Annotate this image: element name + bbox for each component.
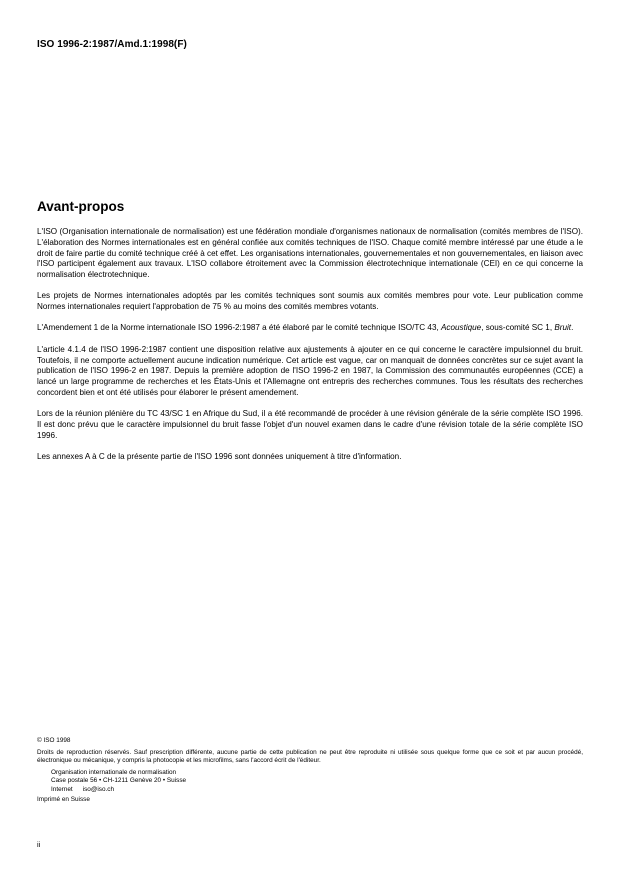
section-title: Avant-propos (37, 199, 125, 214)
amendment-text-2: , sous-comité SC 1, (481, 323, 555, 333)
paragraph-article-414: L'article 4.1.4 de l'ISO 1996-2:1987 contient une disposition relative aux ajustements à ajouter en ce qui concerne le caractère impulsionnel du bruit. Toutefois, il ne comporte actuellement aucune indication numérique. Cet article est vague, car on manquait de données concrètes sur ce sujet avant la publication de l'ISO 1996-2 en 1987. Depuis la première adoption de l'ISO 1996-2 en 1987, la Commission des communautés européennes (CCE) a lancé un large programme de recherches et les États-Unis et l'Allemagne ont entrepris des recherches communes. Tous les résultats des recherches concordent bien et ont été utilisés pour élaborer le présent amendement. (37, 344, 583, 397)
iso-address-block (37, 769, 583, 794)
paragraph-amendment (37, 323, 583, 334)
amendment-text-3: . (571, 323, 574, 333)
paragraph-iso-intro: L'ISO (Organisation internationale de normalisation) est une fédération mondiale d'organismes nationaux de normalisation (comités membres de l'ISO). L'élaboration des Normes internationales est en général confiée aux comités techniques de l'ISO. Chaque comité membre intéressé par une étude a le droit de faire partie du comité technique créé à cet effet. Les organisations internationales, gouvernementales et non gouvernementales, en liaison avec l'ISO participent également aux travaux. L'ISO collabore étroitement avec la Commission électrotechnique internationale (CEI) en ce qui concerne la normalisation électrotechnique. (37, 227, 583, 279)
internet-email: iso@iso.ch (82, 785, 115, 793)
subcommittee-name-bruit: Bruit (554, 323, 572, 333)
internet-label: Internet (51, 785, 73, 793)
organisation-name: Organisation internationale de normalisation (51, 768, 177, 776)
internet-line (51, 786, 583, 794)
foreword-body (37, 227, 583, 473)
document-identifier: ISO 1996-2:1987/Amd.1:1998(F) (37, 39, 187, 50)
paragraph-annexes: Les annexes A à C de la présente partie de l'ISO 1996 sont données uniquement à titre d'information. (37, 451, 402, 461)
committee-name-acoustique: Acoustique (440, 323, 482, 333)
paragraph-voting: Les projets de Normes internationales adoptés par les comités techniques sont soumis aux comités membres pour vote. Leur publication comme Normes internationales requiert l'approbation de 75 % au moins des comités membres votants. (37, 291, 583, 312)
amendment-text-1: L'Amendement 1 de la Norme internationale ISO 1996-2:1987 a été élaboré par le comité technique ISO/TC 43, (37, 323, 441, 333)
page-number: ii (37, 840, 41, 849)
printed-in: Imprimé en Suisse (37, 796, 90, 803)
paragraph-plenary-meeting: Lors de la réunion plénière du TC 43/SC 1 en Afrique du Sud, il a été recommandé de procéder à une révision générale de la série complète ISO 1996. Il est donc prévu que le caractère impulsionnel du bruit fasse l'objet d'un nouvel examen dans le cadre d'une révision totale de la série complète ISO 1996. (37, 409, 583, 440)
copyright-footer (37, 737, 583, 805)
postal-address: Case postale 56 • CH-1211 Genève 20 • Suisse (51, 777, 187, 785)
reproduction-rights: Droits de reproduction réservés. Sauf prescription différente, aucune partie de cette publication ne peut être reproduite ni utilisée sous quelque forme que ce soit et par aucun procédé, électronique ou mécanique, y compris la photocopie et les microfilms, sans l'accord écrit de l'éditeur. (37, 748, 583, 765)
copyright-notice: © ISO 1998 (37, 737, 71, 744)
